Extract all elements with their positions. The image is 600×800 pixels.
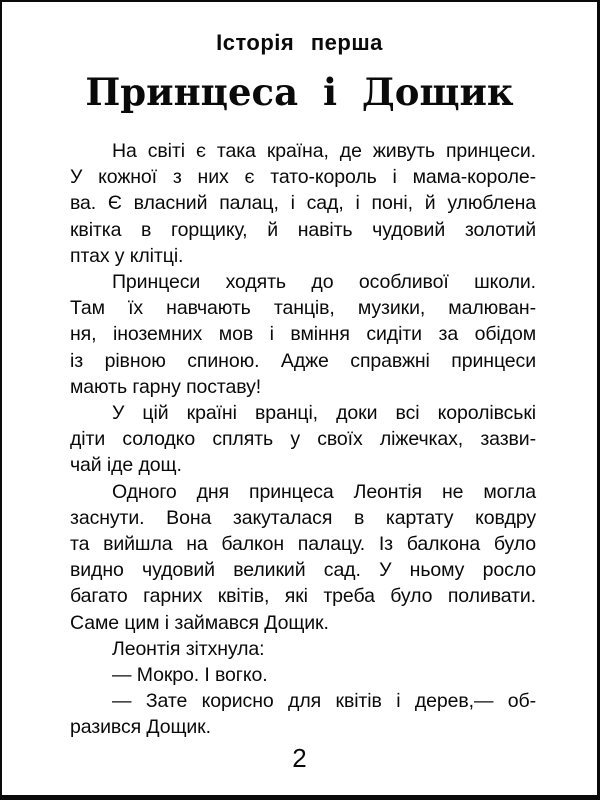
paragraph: [70, 138, 536, 269]
text-line: ня, іноземних мов і вміння сидіти за обідом: [70, 323, 536, 346]
text-line: та вийшла на балкон палацу. Із балкона було: [70, 533, 536, 556]
paragraph: [70, 662, 536, 688]
text-line: Там їх навчають танців, музики, малюван-: [70, 297, 536, 320]
text-line: ва. Є власний палац, і сад, і поні, й улюблена: [70, 192, 536, 215]
text-line: багато гарних квітів, які треба було поливати.: [70, 585, 536, 608]
paragraph: [70, 479, 536, 636]
paragraph: [70, 400, 536, 479]
text-line: разився Дощик.: [70, 716, 211, 739]
text-line: квітка в горщику, й навіть чудовий золотий: [70, 218, 536, 241]
text-line: видно чудовий великий сад. У ньому росло: [70, 559, 536, 582]
text-line: Принцеси ходять до особливої школи.: [112, 271, 536, 294]
text-line: із рівною спиною. Адже справжні принцеси: [70, 349, 536, 372]
text-line: У кожної з них є тато-король і мама-короле-: [70, 166, 536, 189]
text-line: Леонтія зітхнула:: [112, 637, 265, 660]
text-line: діти солодко сплять у своїх ліжечках, зазви-: [70, 428, 536, 451]
story-title: Принцеса і Дощик: [85, 70, 514, 114]
text-line: Одного дня принцеса Леонтія не могла: [112, 480, 536, 503]
story-chapter-header: Історія перша: [216, 30, 383, 55]
text-line: чай іде дощ.: [70, 454, 182, 477]
paragraph: [70, 636, 536, 662]
paragraph: [70, 688, 536, 740]
text-line: — Зате корисно для квітів і дерев,— об-: [112, 690, 536, 713]
text-line: У цій країні вранці, доки всі королівські: [112, 402, 536, 425]
paragraph: [70, 269, 536, 400]
text-line: Саме цим і займався Дощик.: [70, 611, 329, 634]
text-line: птах у клітці.: [70, 244, 184, 267]
text-line: заснути. Вона закуталася в картату ковдру: [70, 506, 536, 529]
text-line: — Мокро. І вогко.: [112, 664, 268, 687]
text-line: мають гарну поставу!: [70, 375, 262, 398]
text-line: На світі є така країна, де живуть принцеси.: [112, 140, 536, 162]
story-body: [70, 138, 536, 741]
page-number: 2: [292, 743, 307, 773]
